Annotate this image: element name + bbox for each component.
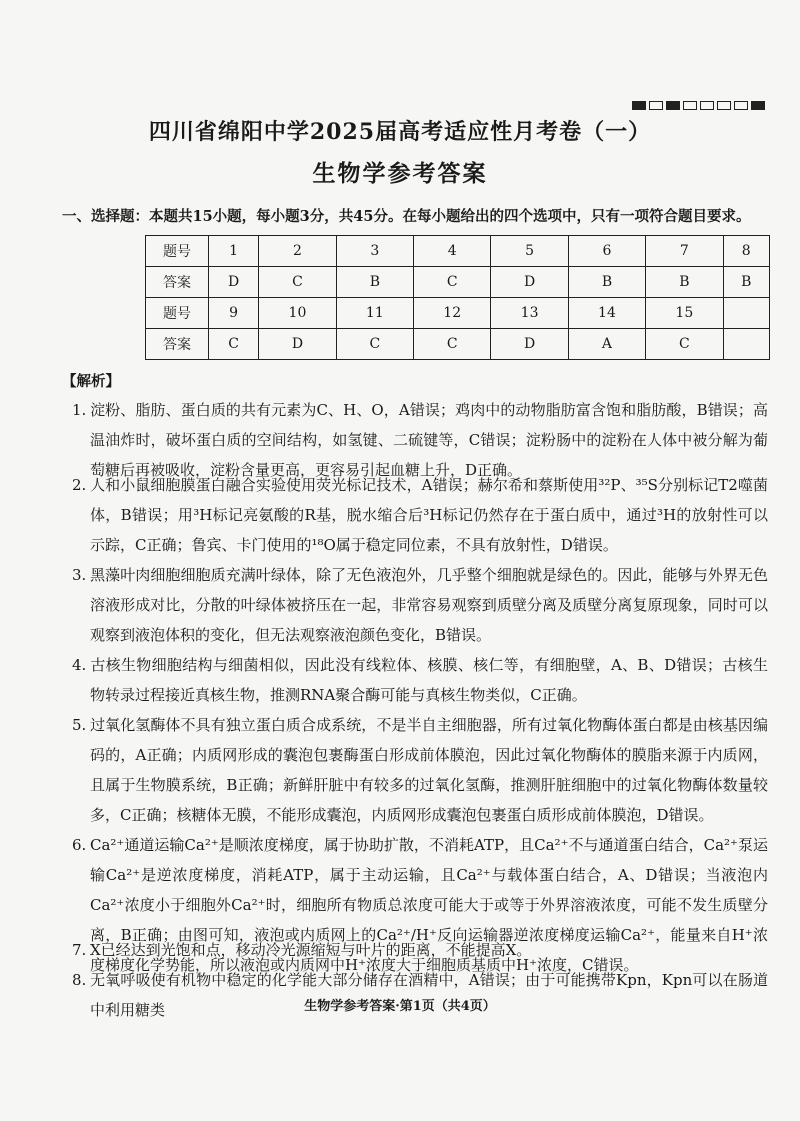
table-cell: C [336,329,413,360]
table-cell: B [723,267,769,298]
analysis-item [72,710,768,830]
table-cell [723,298,769,329]
analysis-item [72,560,768,650]
item-text: 人和小鼠细胞膜蛋白融合实验使用荧光标记技术，A错误；赫尔希和蔡斯使用³²P、³⁵S分别标记T2噬菌体，B错误；用³H标记亮氨酸的R基，脱水缩合后³H标记仍然存在于蛋白质中，通过³H的放射性可以示踪，C正确；鲁宾、卡门使用的¹⁸O属于稳定同位素，不具有放射性，D错误。 [90,476,768,554]
table-cell: 15 [646,298,723,329]
item-number: 1. [72,401,87,419]
item-number: 4. [72,656,87,674]
analysis-heading: 【解析】 [62,373,120,390]
table-cell: 12 [414,298,491,329]
table-cell: 2 [259,236,336,267]
page-title: 四川省绵阳中学2025届高考适应性月考卷（一） [148,119,652,145]
table-row [146,236,770,267]
table-cell: 3 [336,236,413,267]
analysis-item [72,650,768,710]
table-row [146,298,770,329]
table-cell: 13 [491,298,568,329]
table-cell: B [646,267,723,298]
table-cell: 5 [491,236,568,267]
table-cell: 10 [259,298,336,329]
table-cell: D [209,267,259,298]
item-text: 古核生物细胞结构与细菌相似，因此没有线粒体、核膜、核仁等，有细胞壁，A、B、D错误；古核生物转录过程接近真核生物，推测RNA聚合酶可能与真核生物类似，C正确。 [90,656,768,704]
table-cell: C [414,267,491,298]
item-text: 过氧化氢酶体不具有独立蛋白质合成系统，不是半自主细胞器，所有过氧化物酶体蛋白都是由核基因编码的，A正确；内质网形成的囊泡包裹酶蛋白形成前体膜泡，因此过氧化物酶体的膜脂来源于内质网，且属于生物膜系统，B正确；新鲜肝脏中有较多的过氧化氢酶，推测肝脏细胞中的过氧化物酶体数量较多，C正确；核糖体无膜，不能形成囊泡，内质网形成囊泡包裹蛋白质形成前体膜泡，D错误。 [90,716,768,824]
item-number: 7. [72,941,87,959]
item-text: X已经达到光饱和点，移动冷光源缩短与叶片的距离，不能提高X。 [90,941,532,959]
section-heading: 一、选择题：本题共15小题，每小题3分，共45分。在每小题给出的四个选项中，只有一项符合题目要求。 [62,208,751,225]
table-cell: C [209,329,259,360]
table-cell: 7 [646,236,723,267]
table-cell: C [414,329,491,360]
table-cell: 6 [568,236,645,267]
table-cell: 答案 [146,267,209,298]
answer-table [145,235,770,360]
item-text: 无氧呼吸使有机物中稳定的化学能大部分储存在酒精中，A错误；由于可能携带Kpn，Kpn可以在肠道中利用糖类 [90,971,768,1019]
table-cell: D [259,329,336,360]
analysis-item [72,935,768,965]
table-cell: 14 [568,298,645,329]
item-number: 5. [72,716,87,734]
table-cell: 8 [723,236,769,267]
table-cell: C [259,267,336,298]
table-row [146,267,770,298]
table-cell: B [568,267,645,298]
table-cell: 4 [414,236,491,267]
table-row [146,329,770,360]
table-cell: 题号 [146,298,209,329]
item-text: Ca²⁺通道运输Ca²⁺是顺浓度梯度，属于协助扩散，不消耗ATP，且Ca²⁺不与通道蛋白结合，Ca²⁺泵运输Ca²⁺是逆浓度梯度，消耗ATP，属于主动运输，且Ca²⁺与载体蛋白结合，A、D错误；当液泡内Ca²⁺浓度小于细胞外Ca²⁺时，细胞所有物质总浓度可能大于或等于外界溶液浓度，可能不发生质壁分离，B正确；由图可知，液泡或内质网上的Ca²⁺/H⁺反向运输器逆浓度梯度运输Ca²⁺，能量来自H⁺浓度梯度化学势能，所以液泡或内质网中H⁺浓度大于细胞质基质中H⁺浓度，C错误。 [90,836,768,974]
item-number: 3. [72,566,87,584]
analysis-item [72,470,768,560]
table-cell: D [491,267,568,298]
table-cell: C [646,329,723,360]
table-cell: 9 [209,298,259,329]
table-cell: 答案 [146,329,209,360]
page-subtitle: 生物学参考答案 [312,160,488,187]
table-cell: 1 [209,236,259,267]
item-number: 2. [72,476,87,494]
item-text: 淀粉、脂肪、蛋白质的共有元素为C、H、O，A错误；鸡肉中的动物脂肪富含饱和脂肪酸，B错误；高温油炸时，破坏蛋白质的空间结构，如氢键、二硫键等，C错误；淀粉肠中的淀粉在人体中被分解为葡萄糖后再被吸收，淀粉含量更高，更容易引起血糖上升，D正确。 [90,401,768,479]
table-cell [723,329,769,360]
table-cell: 题号 [146,236,209,267]
page-footer: 生物学参考答案·第1页（共4页） [304,999,496,1014]
table-cell: B [336,267,413,298]
table-cell: A [568,329,645,360]
table-cell: D [491,329,568,360]
table-cell: 11 [336,298,413,329]
item-number: 6. [72,836,87,854]
item-number: 8. [72,971,87,989]
item-text: 黑藻叶肉细胞细胞质充满叶绿体，除了无色液泡外，几乎整个细胞就是绿色的。因此，能够与外界无色溶液形成对比，分散的叶绿体被挤压在一起，非常容易观察到质壁分离及质壁分离复原现象，同时可以观察到液泡体积的变化，但无法观察液泡颜色变化，B错误。 [90,566,768,644]
scan-marks [632,101,765,110]
